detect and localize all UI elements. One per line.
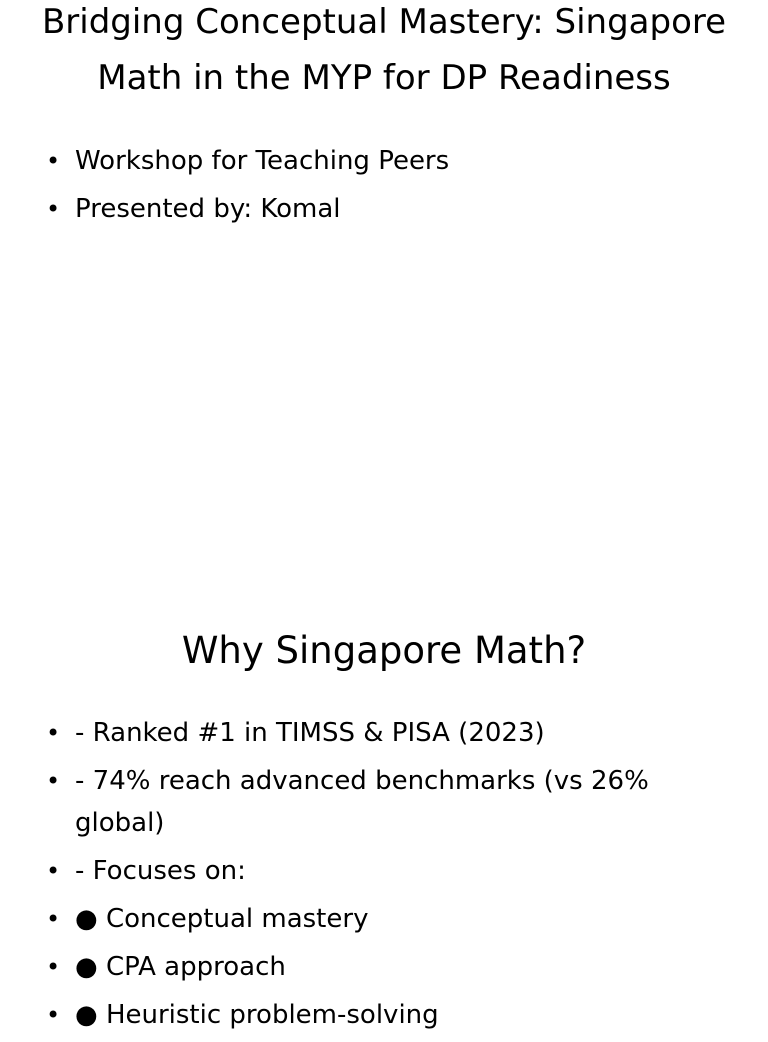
bullet-item [46, 946, 706, 988]
bullet-item [46, 760, 706, 844]
slide-heading: Why Singapore Math? [181, 629, 587, 672]
slide-bullet-list [46, 712, 706, 1042]
bullet-item [46, 850, 706, 892]
bullet-item [46, 140, 706, 182]
bullet-item [46, 994, 706, 1036]
bullet-text: - Ranked #1 in TIMSS & PISA (2023) [75, 718, 545, 748]
bullet-text: ● Conceptual mastery [75, 904, 369, 934]
bullet-dot-icon: • [46, 905, 61, 933]
bullet-dot-icon: • [46, 1001, 61, 1029]
slide-title-bullet-list [46, 140, 706, 236]
bullet-item [46, 712, 706, 754]
bullet-dot-icon: • [46, 857, 61, 885]
bullet-text: - Focuses on: [75, 856, 246, 886]
slide-why-singapore-math [0, 576, 768, 1030]
bullet-dot-icon: • [46, 147, 61, 175]
bullet-text: - 74% reach advanced benchmarks (vs 26% global) [75, 766, 649, 838]
bullet-dot-icon: • [46, 953, 61, 981]
bullet-item [46, 898, 706, 940]
bullet-text: Presented by: Komal [75, 194, 341, 224]
bullet-dot-icon: • [46, 767, 61, 795]
bullet-text: ● Heuristic problem-solving [75, 1000, 439, 1030]
bullet-dot-icon: • [46, 719, 61, 747]
bullet-text: Workshop for Teaching Peers [75, 146, 450, 176]
bullet-item [46, 188, 706, 230]
bullet-dot-icon: • [46, 195, 61, 223]
slide-title-heading: Bridging Conceptual Mastery: Singapore Math in the MYP for DP Readiness [41, 2, 727, 98]
bullet-text: ● CPA approach [75, 952, 286, 982]
